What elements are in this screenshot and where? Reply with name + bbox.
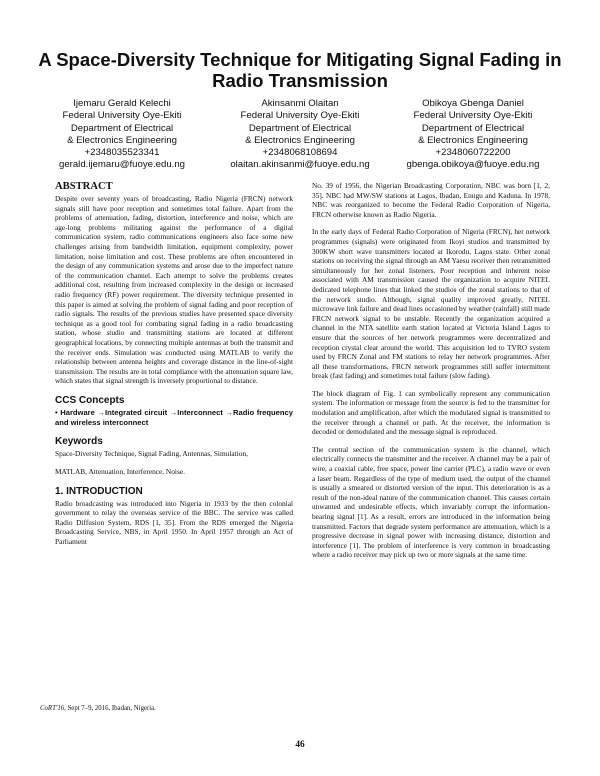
abstract-heading: ABSTRACT: [55, 181, 113, 192]
body-paragraph: In the early days of Federal Radio Corporation of Nigeria (FRCN), her network programmes (signals) were originated from Ikoyi studios and transmitted by 300KW short wave transmitters located at Ikorodu, Lagos state. Other zonal stations on receiving the signal through an AM Yaesu receiver then retransmitted simultaneously for her zonal listeners. Poor reception and inherent noise associated with AM transmission caused the organization to acquire NITEL dedicated telephone lines that linked the studios of the zonal stations to that of the network studio. Although, signal quality improved greatly, NITEL microwave link failure and dead lines occasioned by weather (rainfall) still made FRCN network signal to be unstable. Recently the organization acquired a channel in the NTA satellite earth station located at Victoria Island Lagos to ensure that the sources of her network programmes were decentralized and reception crystal clear around the world. This acquisition led to TVRO system used by FRCN Zonal and FM stations to relay her network programmes. After all these transformations, FRCN network programmes still suffer intermittent break (fast fading) and sometimes total failure (slow fading).: [312, 227, 550, 381]
right-column: [312, 181, 550, 568]
author-affiliation: Federal University Oye-Ekiti: [62, 110, 182, 122]
conference-name: CoRT'16: [40, 705, 65, 712]
keywords-line-2: MATLAB, Attenuation, Interference, Noise.: [55, 467, 185, 477]
author-phone: +2348060722200: [435, 147, 511, 159]
author-affiliation: Federal University Oye-Ekiti: [413, 110, 533, 122]
ccs-heading: CCS Concepts: [55, 394, 125, 406]
keywords-heading: Keywords: [55, 436, 103, 448]
author-block-1: [27, 98, 217, 172]
ccs-concepts: • Hardware →Integrated circuit →Interconnect →Radio frequency and wireless interconnect: [55, 407, 293, 427]
author-department-2: & Electronics Engineering: [67, 134, 177, 146]
conference-details: , Sept 7–9, 2016, Ibadan, Nigeria.: [64, 705, 156, 712]
author-name: Obikoya Gbenga Daniel: [422, 98, 524, 109]
conference-footnote: [40, 705, 270, 712]
body-paragraph: The block diagram of Fig. 1 can symbolically represent any communication system. The information or message from the source is fed to the transmitter for modulation and amplification, after which the modulated signal is transmitted to the receiver through a channel or path. At the receiver, the information is decoded or demodulated and the message signal is reproduced.: [312, 388, 550, 437]
author-department: Department of Electrical: [248, 122, 352, 134]
author-block-2: [205, 98, 395, 172]
author-email: olaitan.akinsanmi@fuoye.edu.ng: [230, 159, 370, 171]
author-name: Ijemaru Gerald Kelechi: [73, 98, 171, 109]
author-phone: +2348035523341: [84, 147, 160, 159]
left-column: [55, 180, 293, 555]
author-phone: +2348068108694: [262, 147, 338, 159]
author-email: gbenga.obikoya@fuoye.edu.ng: [406, 159, 540, 171]
author-block-3: [378, 98, 568, 172]
introduction-heading: 1. INTRODUCTION: [55, 485, 143, 497]
author-name: Akinsanmi Olaitan: [261, 98, 339, 109]
body-paragraph: No. 39 of 1956, the Nigerian Broadcasting Corporation, NBC was born [1, 2, 35]. NBC had MW/SW stations at Lagos, Ibadan, Enugu and Kaduna. In 1978, NBC was reorganized to become the Federal Radio Corporation of Nigeria, FRCN otherwise known as Radio Nigeria.: [312, 181, 550, 219]
abstract-text: Despite over seventy years of broadcasting, Radio Nigeria (FRCN) network signals still have poor reception and sometimes total failure. Apart from the problems of attenuation, fading, distortion, interference and noise, which are age-long problems militating against the performance of a digital communication system, radio communications engineers also face some new challenges arising from bandwidth limitation, equipment complexity, power limitation, noise limitation and cost. These problems are often encountered in the design of any communication systems and arose due to the imperfect nature of the communication channel. Each attempt to solve the problems creates additional cost, resulting from increased complexity in the design or increased radio frequency (RF) power requirement. The diversity technique presented in this paper is aimed at solving the problem of signal fading and poor reception of radio signals. The results of the previous studies have presented space diversity technique as a good tool for combating signal fading in a radio broadcasting station, whose studio and transmitting stations are located at different geographical locations, by connecting multiple antennas at both the transmit and the receiver ends. Simulation was conducted using MATLAB to verify the relationship between antenna heights and coverage distance in the line-of-sight transmission. The results are in total compliance with the attenuation square law, which states that signal strength is inversely proportional to distance.: [55, 194, 293, 386]
paper-title: A Space-Diversity Technique for Mitigating Signal Fading in Radio Transmission: [38, 49, 562, 91]
body-paragraph: The central section of the communication system is the channel, which electrically connects the transmitter and the receiver. A channel may be a pair of wire, a coaxial cable, free space, power line carrier (PLC), a radio wave or even a laser beam. Regardless of the type of medium used, the output of the channel is usually a smeared or distorted version of the input. This deterioration is as a result of the non-ideal nature of the communication channel. This causes certain unwanted and undesirable effects, which invariably corrupt the information-bearing signal [1]. As a result, errors are introduced in the information being transmitted. Factors that degrade system performance are attenuation, which is a progressive decrease in signal power with increasing distance, distortion and interference [1]. The problem of interference is very common in broadcasting where a radio receiver may pick up two or more signals at the same time.: [312, 444, 550, 560]
author-affiliation: Federal University Oye-Ekiti: [240, 110, 360, 122]
author-department-2: & Electronics Engineering: [245, 134, 355, 146]
introduction-paragraph: Radio broadcasting was introduced into Nigeria in 1933 by the then colonial government to relay the overseas service of the BBC. The service was called Radio Diffusion System, RDS [1, 35]. From the RDS emerged the Nigeria Broadcasting Service, NBS, in April 1950. In April 1957 through an Act of Parliament: [55, 498, 293, 547]
author-email: gerald.ijemaru@fuoye.edu.ng: [58, 159, 185, 171]
author-department: Department of Electrical: [70, 122, 174, 134]
keywords-line-1: Space-Diversity Technique, Signal Fading, Antennas, Simulation,: [55, 449, 248, 459]
author-department-2: & Electronics Engineering: [418, 134, 528, 146]
author-department: Department of Electrical: [421, 122, 525, 134]
page-number: 46: [295, 740, 305, 750]
